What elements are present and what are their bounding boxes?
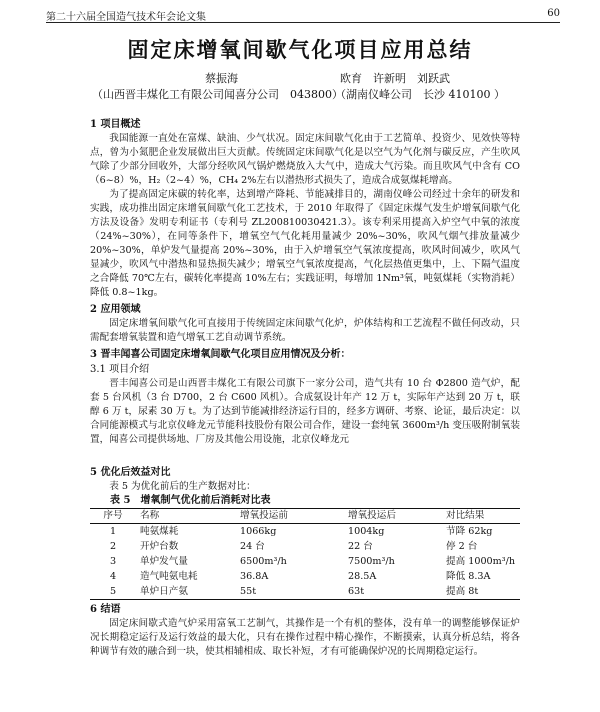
section-6-paragraph-1: 固定床间歇式造气炉采用富氧工艺制气，其操作是一个有机的整体，没有单一的调整能够保证炉况长期稳定运行及运行效益的最大化，只有在操作过程中精心操作，不断摸索，认真分析总结，将各种调节有效的融合到一块，使其相辅相成、取长补短，才有可能确保炉况的长周期稳定运行。: [90, 618, 520, 657]
author-left: 蔡振海: [205, 72, 238, 85]
cell-name: 单炉发气量: [140, 555, 188, 567]
cell-after: 22 台: [348, 540, 373, 552]
author-right: 欧育 许新明 刘跃武: [340, 72, 450, 85]
cell-after: 7500m³/h: [348, 555, 395, 567]
journal-title: 第二十六届全国造气技术年会论文集: [46, 12, 206, 23]
header-after: 增氧投运后: [344, 509, 442, 524]
cell-name: 造气吨氨电耗: [140, 570, 198, 582]
section-6-heading: 6 结语: [90, 604, 121, 615]
section-5-paragraph-1: 表 5 为优化前后的生产数据对比：: [109, 481, 256, 492]
section-1-paragraph-1: 我国能源一直处在富煤、缺油、少气状况。固定床间歇气化由于工艺简单、投资少、见效快等特点，曾为小氮肥企业发展做出巨大贡献。传统固定床间歇气化是以空气为气化剂与碳反应，产生吹风气除了少部分回收外，大部分经吹风气锅炉燃烧放入大气中，造成大气污染。而且吹风气中含有 CO（6~8）%，H₂（2~4）%，CH₄ 2%左右以潜热形式损失了，造成合成氨煤耗增高。: [90, 133, 520, 186]
table-row: [90, 584, 520, 600]
header-before: 增氧投运前: [236, 509, 344, 524]
cell-index: 3: [109, 555, 117, 567]
cell-before: 24 台: [240, 540, 265, 552]
cell-after: 28.5A: [348, 570, 377, 582]
cell-result: 降低 8.3A: [446, 570, 491, 582]
cell-before: 36.8A: [240, 570, 269, 582]
cell-index: 5: [90, 584, 136, 600]
page-number: 60: [547, 8, 560, 19]
cell-before: 6500m³/h: [240, 555, 287, 567]
section-2-heading: 2 应用领域: [90, 304, 141, 315]
section-5-heading: 5 优化后效益对比: [90, 467, 171, 478]
table-row: [90, 539, 520, 554]
cell-name: 开炉台数: [140, 540, 179, 552]
section-1-paragraph-2: 为了提高固定床碳的转化率，达到增产降耗、节能减排目的，湖南仪峰公司经过十余年的研发和实践，成功推出固定床增氧间歇气化工艺技术，于 2010 年取得了《固定床煤气发生炉增氧间歇气化方法及设备》发明专利证书（专利号 ZL200810030421.3）。该专利采用提高入炉空气中氧的浓度（24%~30%），在同等条件下，增氧空气气化耗用量减少 20%~30%，吹风气烟气排放量减少 20%~30%，单炉发气量提高 20%~30%，由于入炉增氧空气氧浓度提高，吹风时间减少，吹风气显减少，吹风气中潜热和显热损失减少；增氧空气氧浓度提高，气化层热值更集中，上、下隔气温度之合降低 70℃左右，碳转化率提高 10%左右；实践证明，每增加 1Nm³氧，吨氨煤耗（实物消耗）降低 0.8~1kg。: [90, 189, 520, 298]
cell-before: 55t: [236, 584, 344, 600]
cell-result: 提高 1000m³/h: [446, 555, 516, 567]
header-index: 序号: [90, 509, 136, 524]
header-result: 对比结果: [442, 509, 520, 524]
cell-name: 单炉日产氨: [136, 584, 236, 600]
table-caption: 表 5 增氧制气优化前后消耗对比表: [110, 495, 271, 506]
section-3-1-paragraph-1: 晋丰闻喜公司是山西晋丰煤化工有限公司旗下一家分公司，造气共有 10 台 Φ2800 造气炉，配套 5 台风机（3 台 D700，2 台 C600 风机）。合成氨设计年产 12 万 t，实际年产达到 20 万 t，联醇 6 万 t，尿素 30 万 t。为了达到节能减排经济运行目的，经多方调研、考察、论证，最后决定：以合同能源模式与北京仪峰龙元节能科技股份有限公司合作，建设一套纯氧 3600m³/h 变压吸附制氧装置，闻喜公司提供场地、厂房及其他公用设施，北京仪峰龙元: [90, 378, 520, 445]
table-row: [90, 524, 520, 540]
cell-name: 吨氨煤耗: [140, 525, 179, 537]
cell-after: 63t: [344, 584, 442, 600]
section-3-heading: 3 晋丰闻喜公司固定床增氧间歇气化项目应用情况及分析：: [90, 349, 351, 360]
cell-result: 提高 8t: [442, 584, 520, 600]
running-header: [46, 6, 560, 23]
affiliation-left: （山西晋丰煤化工有限公司闻喜分公司 043800）: [92, 88, 343, 101]
header-name: 名称: [136, 509, 236, 524]
affiliation-right: （湖南仪峰公司 长沙 410100 ）: [335, 88, 505, 101]
cell-before: 1066kg: [240, 525, 277, 537]
cell-result: 停 2 台: [446, 540, 478, 552]
section-1-heading: 1 项目概述: [90, 119, 141, 130]
cell-result: 节降 62kg: [446, 525, 493, 537]
section-2-paragraph-1: 固定床增氧间歇气化可直接用于传统固定床间歇气化炉，炉体结构和工艺流程不做任何改动，只需配套增氧装置和造气增氧工艺自动调节系统。: [90, 318, 520, 343]
article-body: [90, 115, 520, 659]
cell-index: 2: [109, 540, 117, 552]
cell-after: 1004kg: [348, 525, 385, 537]
cell-index: 1: [109, 525, 117, 537]
cell-index: 4: [109, 570, 117, 582]
section-3-1-heading: 3.1 项目介绍: [90, 364, 150, 375]
table-row: [90, 569, 520, 584]
consumption-comparison-table: [90, 508, 520, 600]
article-title: 固定床增氧间歇气化项目应用总结: [127, 37, 473, 62]
table-row: [90, 554, 520, 569]
table-header-row: [90, 509, 520, 524]
